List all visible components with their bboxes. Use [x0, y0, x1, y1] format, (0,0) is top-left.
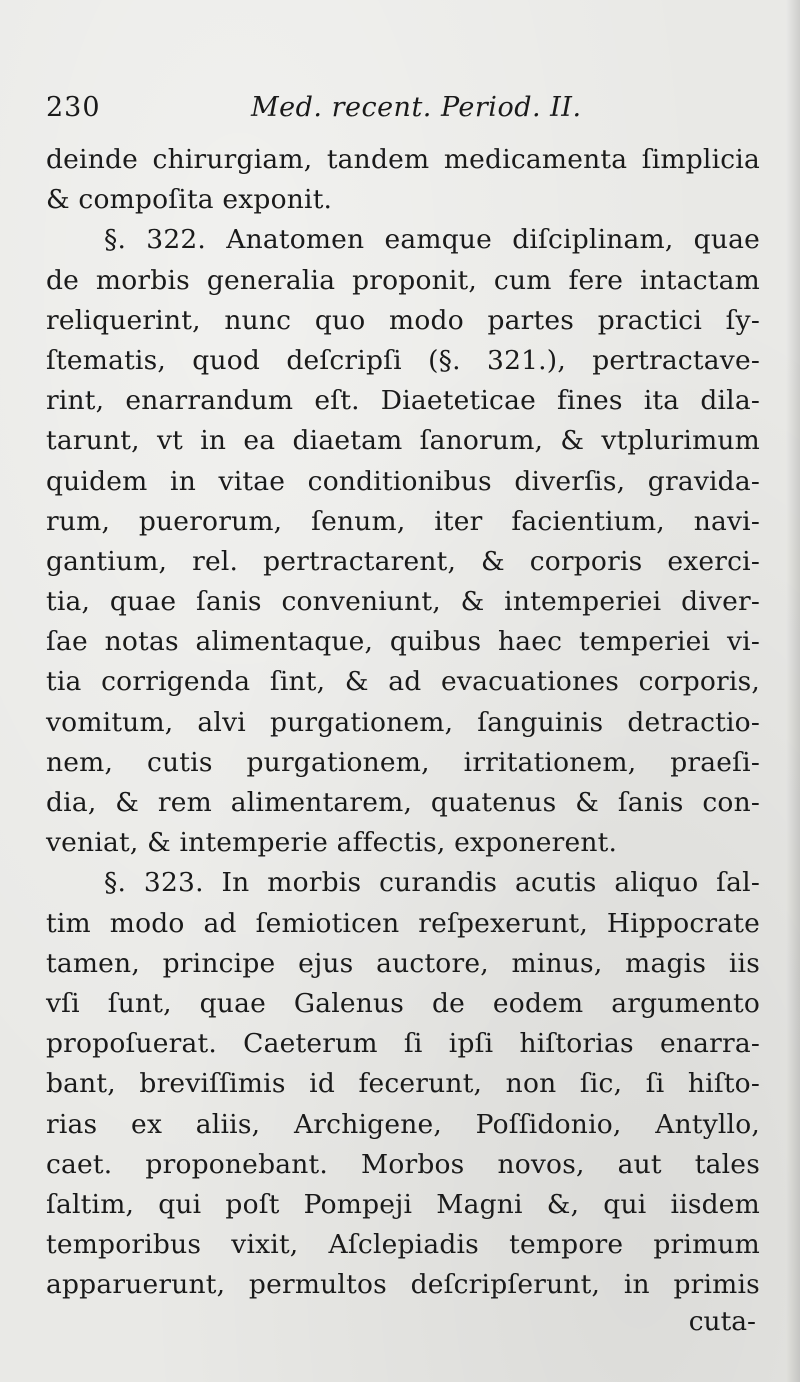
- text-line: tim modo ad ſemioticen reſpexerunt, Hippocrate: [46, 907, 760, 939]
- text-line: rint, enarrandum eſt. Diaeteticae fines ita dila-: [46, 385, 760, 417]
- text-line: dia, & rem alimentarem, quatenus & ſanis con-: [46, 787, 760, 818]
- text-line: gantium, rel. pertractarent, & corporis exerci-: [46, 545, 760, 577]
- text-line: propoſuerat. Caeterum ſi ipſi hiſtorias enarra-: [46, 1028, 760, 1060]
- text-line: reliquerint, nunc quo modo partes practici ſy-: [46, 304, 760, 336]
- text-line: ſaltim, qui poſt Pompeji Magni &, qui iisdem: [46, 1188, 760, 1220]
- text-line: quidem in vitae conditionibus diverſis, gravida-: [46, 465, 760, 497]
- text-line: deinde chirurgiam, tandem medicamenta ſimplicia: [46, 144, 760, 175]
- page-header: [46, 92, 746, 132]
- text-line: tia corrigenda ſint, & ad evacuationes corporis,: [46, 666, 760, 698]
- catchword: cuta-: [688, 1306, 756, 1337]
- text-line: de morbis generalia proponit, cum fere intactam: [46, 264, 760, 296]
- text-line: apparuerunt, permultos deſcripſerunt, in primis: [46, 1269, 760, 1301]
- page-number: 230: [46, 92, 101, 123]
- text-line: vomitum, alvi purgationem, ſanguinis detractio-: [46, 706, 760, 738]
- text-line: §. 323. In morbis curandis acutis aliquo ſal-: [104, 867, 760, 899]
- text-line: rias ex aliis, Archigene, Poſſidonio, Antyllo,: [46, 1108, 760, 1140]
- text-line: tia, quae ſanis conveniunt, & intemperiei diver-: [46, 586, 760, 618]
- text-line: ſae notas alimentaque, quibus haec temperiei vi-: [46, 626, 760, 658]
- text-line: bant, breviſſimis id fecerunt, non ſic, ſi hiſto-: [46, 1068, 760, 1100]
- text-line: rum, puerorum, ſenum, iter facientium, navi-: [46, 505, 760, 537]
- text-line: caet. proponebant. Morbos novos, aut tales: [46, 1148, 760, 1180]
- text-line: §. 322. Anatomen eamque diſciplinam, quae: [104, 224, 760, 256]
- text-line: vſi ſunt, quae Galenus de eodem argumento: [46, 987, 760, 1019]
- text-line: tarunt, vt in ea diaetam ſanorum, & vtplurimum: [46, 425, 760, 457]
- text-line: veniat, & intemperie affectis, exponerent.: [46, 827, 618, 859]
- running-title: Med. recent. Period. II.: [251, 92, 582, 123]
- body-text: [46, 140, 760, 1305]
- text-line: nem, cutis purgationem, irritationem, praeſi-: [46, 746, 760, 778]
- text-line: tamen, principe ejus auctore, minus, magis iis: [46, 947, 760, 979]
- text-line: & compoſita exponit.: [46, 184, 333, 216]
- text-line: ſtematis, quod deſcripſi (§. 321.), pertractave-: [46, 344, 760, 376]
- text-line: temporibus vixit, Aſclepiadis tempore primum: [46, 1229, 760, 1261]
